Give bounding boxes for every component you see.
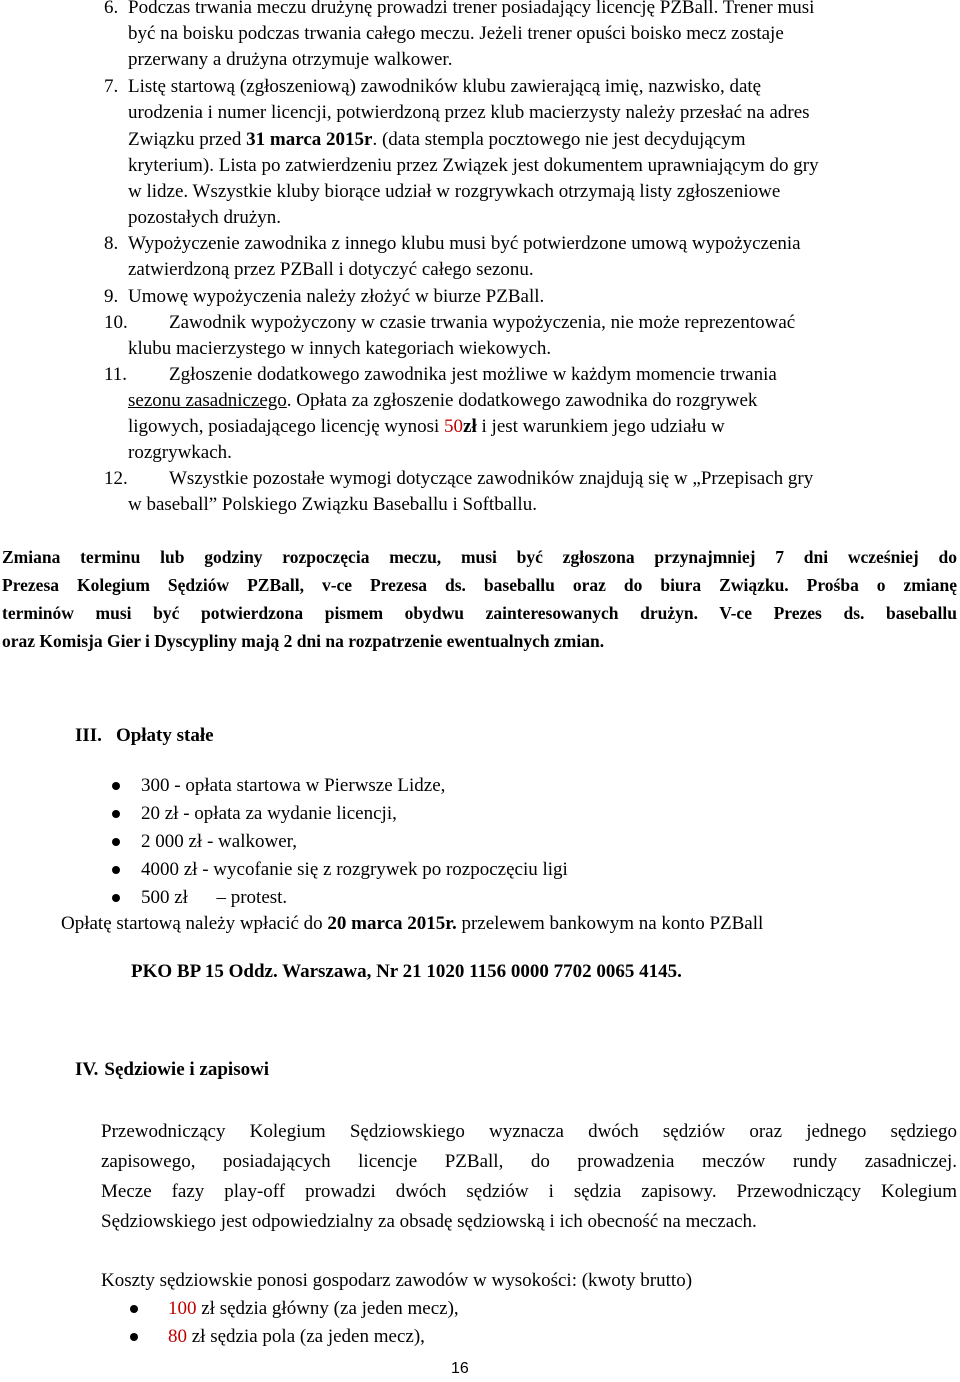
list-item-text (128, 414, 725, 440)
section-number: IV. (75, 1059, 99, 1080)
list-item-text: Zgłoszenie dodatkowego zawodnika jest możliwe w każdym momencie trwania (169, 364, 777, 385)
list-item-text: urodzenia i numer licencji, potwierdzoną przez klub macierzysty należy przesłać na adres (128, 102, 810, 123)
referees-paragraph (101, 1117, 957, 1237)
costs-intro: Koszty sędziowskie ponosi gospodarz zawodów w wysokości: (kwoty brutto) (101, 1270, 693, 1291)
fee-item: 4000 zł - wycofanie się z rozgrywek po rozpoczęciu ligi (141, 859, 568, 880)
cost-amount: 80 (168, 1326, 187, 1347)
list-item-text: Wypożyczenie zawodnika z innego klubu musi być potwierdzone umową wypożyczenia (128, 233, 801, 254)
bullet-icon (112, 838, 120, 846)
payment-deadline: 20 marca 2015r. (327, 913, 457, 934)
paragraph-line: Przewodniczący Kolegium Sędziowskiego wyznacza dwóch sędziów oraz jednego sędziego (101, 1121, 957, 1142)
list-number: 10. (104, 312, 128, 333)
list-item-text: Zawodnik wypożyczony w czasie trwania wypożyczenia, nie może reprezentować (169, 312, 796, 333)
text-run: Związku przed (128, 129, 247, 150)
cost-amount: 100 (168, 1298, 197, 1319)
text-run: . Opłata za zgłoszenie dodatkowego zawodnika do rozgrywek (286, 390, 758, 411)
list-number: 11. (104, 364, 128, 385)
schedule-change-notice (2, 543, 957, 655)
bullet-icon (112, 894, 120, 902)
paragraph-line: Sędziowskiego jest odpowiedzialny za obsadę sędziowską i ich obecność na meczach. (101, 1211, 757, 1232)
cost-text: zł sędzia pola (za jeden mecz), (187, 1326, 425, 1347)
cost-text: zł sędzia główny (za jeden mecz), (196, 1298, 459, 1319)
list-number: 7. (104, 76, 119, 97)
list-item-text: rozgrywkach. (128, 442, 232, 463)
notice-line: Prezesa Kolegium Sędziów PZBall, v-ce Prezesa ds. baseballu oraz do biura Związku. Prośba o zmianę (2, 575, 957, 595)
list-number: 8. (104, 233, 119, 254)
list-item-text: pozostałych drużyn. (128, 207, 282, 228)
page-number: 16 (451, 1360, 469, 1377)
underlined-term: sezonu zasadniczego (128, 390, 287, 411)
section-number: III. (75, 725, 102, 746)
list-item-text: Listę startową (zgłoszeniową) zawodników klubu zawierającą imię, nazwisko, datę (128, 76, 762, 97)
bank-account: PKO BP 15 Oddz. Warszawa, Nr 21 1020 1156 0000 7702 0065 4145. (131, 961, 682, 982)
cost-item (168, 1324, 425, 1350)
bullet-icon (112, 866, 120, 874)
text-run: i jest warunkiem jego udziału w (476, 416, 725, 437)
paragraph-line: zapisowego, posiadających licencje PZBall, do prowadzenia meczów rundy zasadniczej. (101, 1151, 957, 1172)
fee-item: 20 zł - opłata za wydanie licencji, (141, 803, 397, 824)
paragraph-line: Mecze fazy play-off prowadzi dwóch sędziów i sędzia zapisowy. Przewodniczący Kolegium (101, 1181, 957, 1202)
list-item-text: Umowę wypożyczenia należy złożyć w biurze PZBall. (128, 286, 545, 307)
section-heading (75, 1059, 269, 1081)
list-item-text: być na boisku podczas trwania całego meczu. Jeżeli trener opuści boisko mecz zostaje (128, 23, 784, 44)
bullet-icon (112, 810, 120, 818)
cost-item (168, 1296, 459, 1322)
bullet-icon (130, 1305, 138, 1313)
list-number: 9. (104, 286, 119, 307)
list-item-text: Podczas trwania meczu drużynę prowadzi trener posiadający licencję PZBall. Trener musi (128, 0, 815, 18)
fee-item: 500 zł – protest. (141, 887, 288, 908)
fee-amount: 50 (444, 416, 464, 437)
payment-instruction (61, 911, 763, 937)
deadline-date: 31 marca 2015r (246, 129, 373, 150)
text-run: ligowych, posiadającego licencję wynosi (128, 416, 445, 437)
fee-item: 2 000 zł - walkower, (141, 831, 297, 852)
section-heading (75, 725, 214, 747)
notice-line: oraz Komisja Gier i Dyscypliny mają 2 dni na rozpatrzenie ewentualnych zmian. (2, 631, 605, 651)
bullet-icon (112, 782, 120, 790)
section-title: Opłaty stałe (115, 725, 214, 746)
list-item-text (128, 127, 745, 153)
list-item-text: przerwany a drużyna otrzymuje walkower. (128, 49, 453, 70)
currency: zł (463, 416, 477, 437)
list-item-text (128, 388, 757, 414)
text-run: Opłatę startową należy wpłacić do (61, 913, 328, 934)
list-item-text: zatwierdzoną przez PZBall i dotyczyć całego sezonu. (128, 259, 534, 280)
section-title: Sędziowie i zapisowi (104, 1059, 270, 1080)
list-item-text: w lidze. Wszystkie kluby biorące udział w rozgrywkach otrzymają listy zgłoszeniowe (128, 181, 781, 202)
text-run: . (data stempla pocztowego nie jest decydującym (372, 129, 746, 150)
list-item-text: Wszystkie pozostałe wymogi dotyczące zawodników znajdują się w „Przepisach gry (169, 468, 814, 489)
list-number: 12. (104, 468, 128, 489)
notice-line: terminów musi być potwierdzona pismem obydwu zainteresowanych drużyn. V-ce Prezes ds. baseballu (2, 603, 957, 623)
list-item-text: klubu macierzystego w innych kategoriach wiekowych. (128, 338, 552, 359)
bullet-icon (130, 1333, 138, 1341)
notice-line: Zmiana terminu lub godziny rozpoczęcia meczu, musi być zgłoszona przynajmniej 7 dni wcześniej do (2, 547, 957, 567)
list-number: 6. (104, 0, 119, 18)
list-item-text: kryterium). Lista po zatwierdzeniu przez Związek jest dokumentem uprawniającym do gry (128, 155, 819, 176)
fee-item: 300 - opłata startowa w Pierwsze Lidze, (141, 775, 446, 796)
text-run: przelewem bankowym na konto PZBall (456, 913, 764, 934)
list-item-text: w baseball” Polskiego Związku Baseballu i Softballu. (128, 494, 537, 515)
